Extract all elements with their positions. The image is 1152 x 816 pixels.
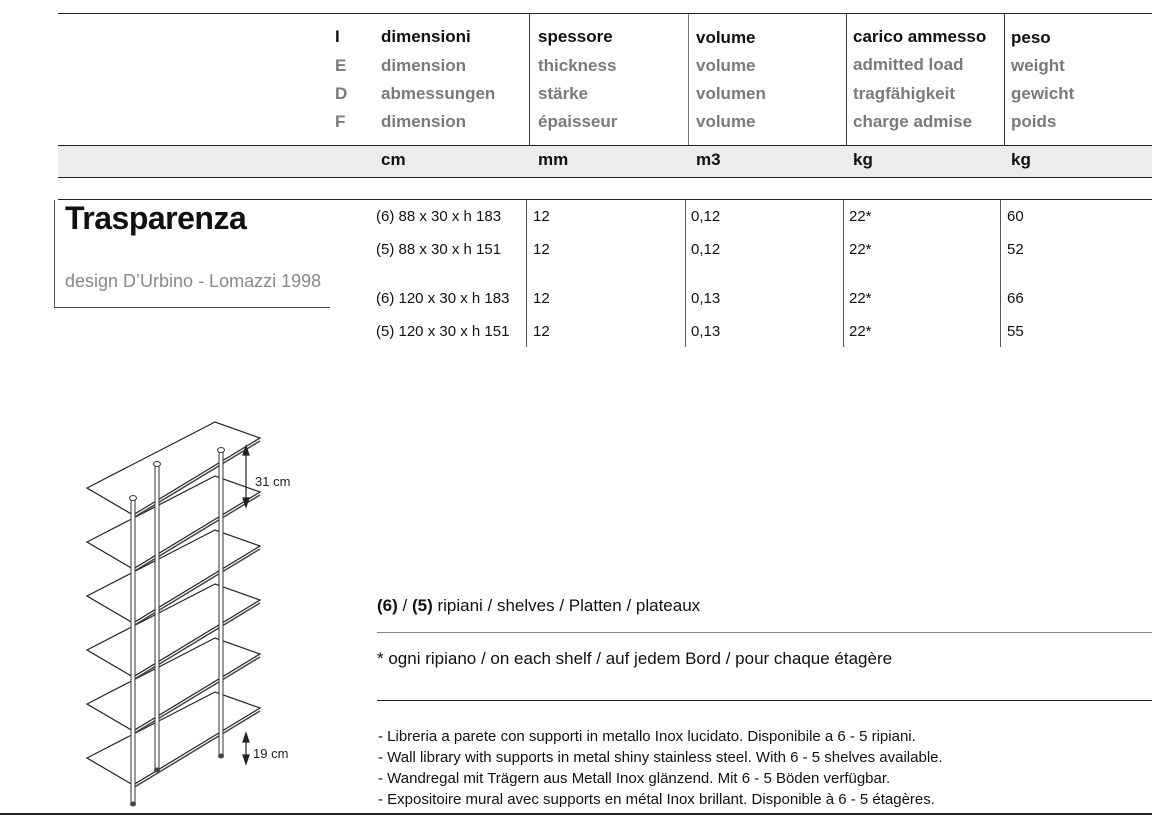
product-left-rule xyxy=(54,200,55,308)
page-bottom-rule xyxy=(0,813,1152,815)
data-col-divider xyxy=(1000,200,1001,347)
unit-weight: kg xyxy=(1011,150,1031,169)
col-header-thickness-it: spessore xyxy=(538,27,613,46)
unit-thickness: mm xyxy=(538,150,569,169)
col-header-weight-fr: poids xyxy=(1011,112,1057,131)
dimension-arrow-bottom xyxy=(243,733,249,764)
data-col-divider xyxy=(685,200,686,347)
lang-code-it: I xyxy=(335,27,340,46)
cell-load: 22* xyxy=(849,323,872,340)
col-header-volume-it: volume xyxy=(696,28,756,47)
notes-divider xyxy=(377,700,1152,701)
lang-code-en: E xyxy=(335,56,347,75)
cell-thickness: 12 xyxy=(533,290,550,307)
units-row xyxy=(58,146,1152,177)
each-shelf-note: * ogni ripiano / on each shelf / auf jedem Bord / pour chaque étagère xyxy=(377,649,893,668)
cell-weight: 52 xyxy=(1007,241,1024,258)
col-header-load-it: carico ammesso xyxy=(853,27,987,46)
cell-dimensions: (5) 88 x 30 x h 151 xyxy=(376,241,502,258)
col-header-weight-en: weight xyxy=(1011,56,1065,75)
cell-dimensions: (6) 88 x 30 x h 183 xyxy=(376,208,502,225)
col-header-thickness-en: thickness xyxy=(538,56,617,75)
col-header-load-fr: charge admise xyxy=(853,112,973,131)
cell-volume: 0,12 xyxy=(691,241,721,258)
description-fr: - Expositoire mural avec supports en métal Inox brillant. Disponible à 6 - 5 étagères. xyxy=(378,791,935,808)
header-top-rule xyxy=(58,13,1152,14)
col-header-dimensions-it: dimensioni xyxy=(381,27,471,46)
description-de: - Wandregal mit Trägern aus Metall Inox glänzend. Mit 6 - 5 Böden verfügbar. xyxy=(378,770,891,787)
header-col-divider xyxy=(529,14,530,146)
description-it: - Libreria a parete con supporti in metallo Inox lucidato. Disponibile a 6 - 5 ripiani. xyxy=(378,728,916,745)
cell-thickness: 12 xyxy=(533,208,550,225)
description-en: - Wall library with supports in metal shiny stainless steel. With 6 - 5 shelves available. xyxy=(378,749,943,766)
cell-weight: 55 xyxy=(1007,323,1024,340)
cell-volume: 0,12 xyxy=(691,208,721,225)
dimension-label-bottom-gap: 19 cm xyxy=(253,746,289,761)
dimension-arrow-top xyxy=(243,446,249,507)
unit-load: kg xyxy=(853,150,873,169)
notes-divider xyxy=(377,632,1152,633)
cell-dimensions: (5) 120 x 30 x h 151 xyxy=(376,323,510,340)
col-header-load-en: admitted load xyxy=(853,55,964,74)
header-col-divider xyxy=(1004,14,1005,146)
lang-code-fr: F xyxy=(335,112,346,131)
col-header-volume-en: volume xyxy=(696,56,756,75)
cell-volume: 0,13 xyxy=(691,290,721,307)
units-bottom-rule xyxy=(58,177,1152,178)
data-col-divider xyxy=(843,200,844,347)
support-pole xyxy=(130,496,137,807)
support-pole xyxy=(218,448,225,759)
cell-volume: 0,13 xyxy=(691,323,721,340)
col-header-volume-fr: volume xyxy=(696,112,756,131)
cell-weight: 60 xyxy=(1007,208,1024,225)
col-header-dimensions-fr: dimension xyxy=(381,112,467,131)
lang-code-de: D xyxy=(335,84,348,103)
data-col-divider xyxy=(526,200,527,347)
unit-dimensions: cm xyxy=(381,150,406,169)
cell-thickness: 12 xyxy=(533,241,550,258)
cell-dimensions: (6) 120 x 30 x h 183 xyxy=(376,290,510,307)
header-col-divider xyxy=(846,14,847,146)
col-header-thickness-fr: épaisseur xyxy=(538,112,618,131)
shelves-count-6: (6) xyxy=(377,596,398,615)
cell-load: 22* xyxy=(849,208,872,225)
cell-thickness: 12 xyxy=(533,323,550,340)
cell-load: 22* xyxy=(849,241,872,258)
dimension-label-top-gap: 31 cm xyxy=(255,474,291,489)
col-header-dimensions-en: dimension xyxy=(381,56,467,75)
col-header-weight-it: peso xyxy=(1011,28,1051,47)
col-header-load-de: tragfähigkeit xyxy=(853,84,956,103)
shelves-count-separator: / xyxy=(397,596,412,615)
cell-load: 22* xyxy=(849,290,872,307)
shelf-illustration xyxy=(0,400,340,814)
product-designer: design D’Urbino - Lomazzi 1998 xyxy=(65,271,322,291)
unit-volume: m3 xyxy=(696,150,721,169)
cell-weight: 66 xyxy=(1007,290,1024,307)
col-header-volume-de: volumen xyxy=(696,84,766,103)
product-name: Trasparenza xyxy=(65,200,247,236)
shelves-count-5: (5) xyxy=(411,596,433,615)
col-header-dimensions-de: abmessungen xyxy=(381,84,496,103)
col-header-weight-de: gewicht xyxy=(1011,84,1075,103)
shelves-count-note xyxy=(377,596,700,616)
header-col-divider xyxy=(688,14,689,146)
col-header-thickness-de: stärke xyxy=(538,84,589,103)
shelves-count-text: ripiani / shelves / Platten / plateaux xyxy=(432,596,701,615)
support-pole xyxy=(154,462,161,773)
units-top-rule xyxy=(58,145,1152,146)
shelf-planes xyxy=(87,422,260,788)
product-bottom-rule xyxy=(54,307,330,308)
